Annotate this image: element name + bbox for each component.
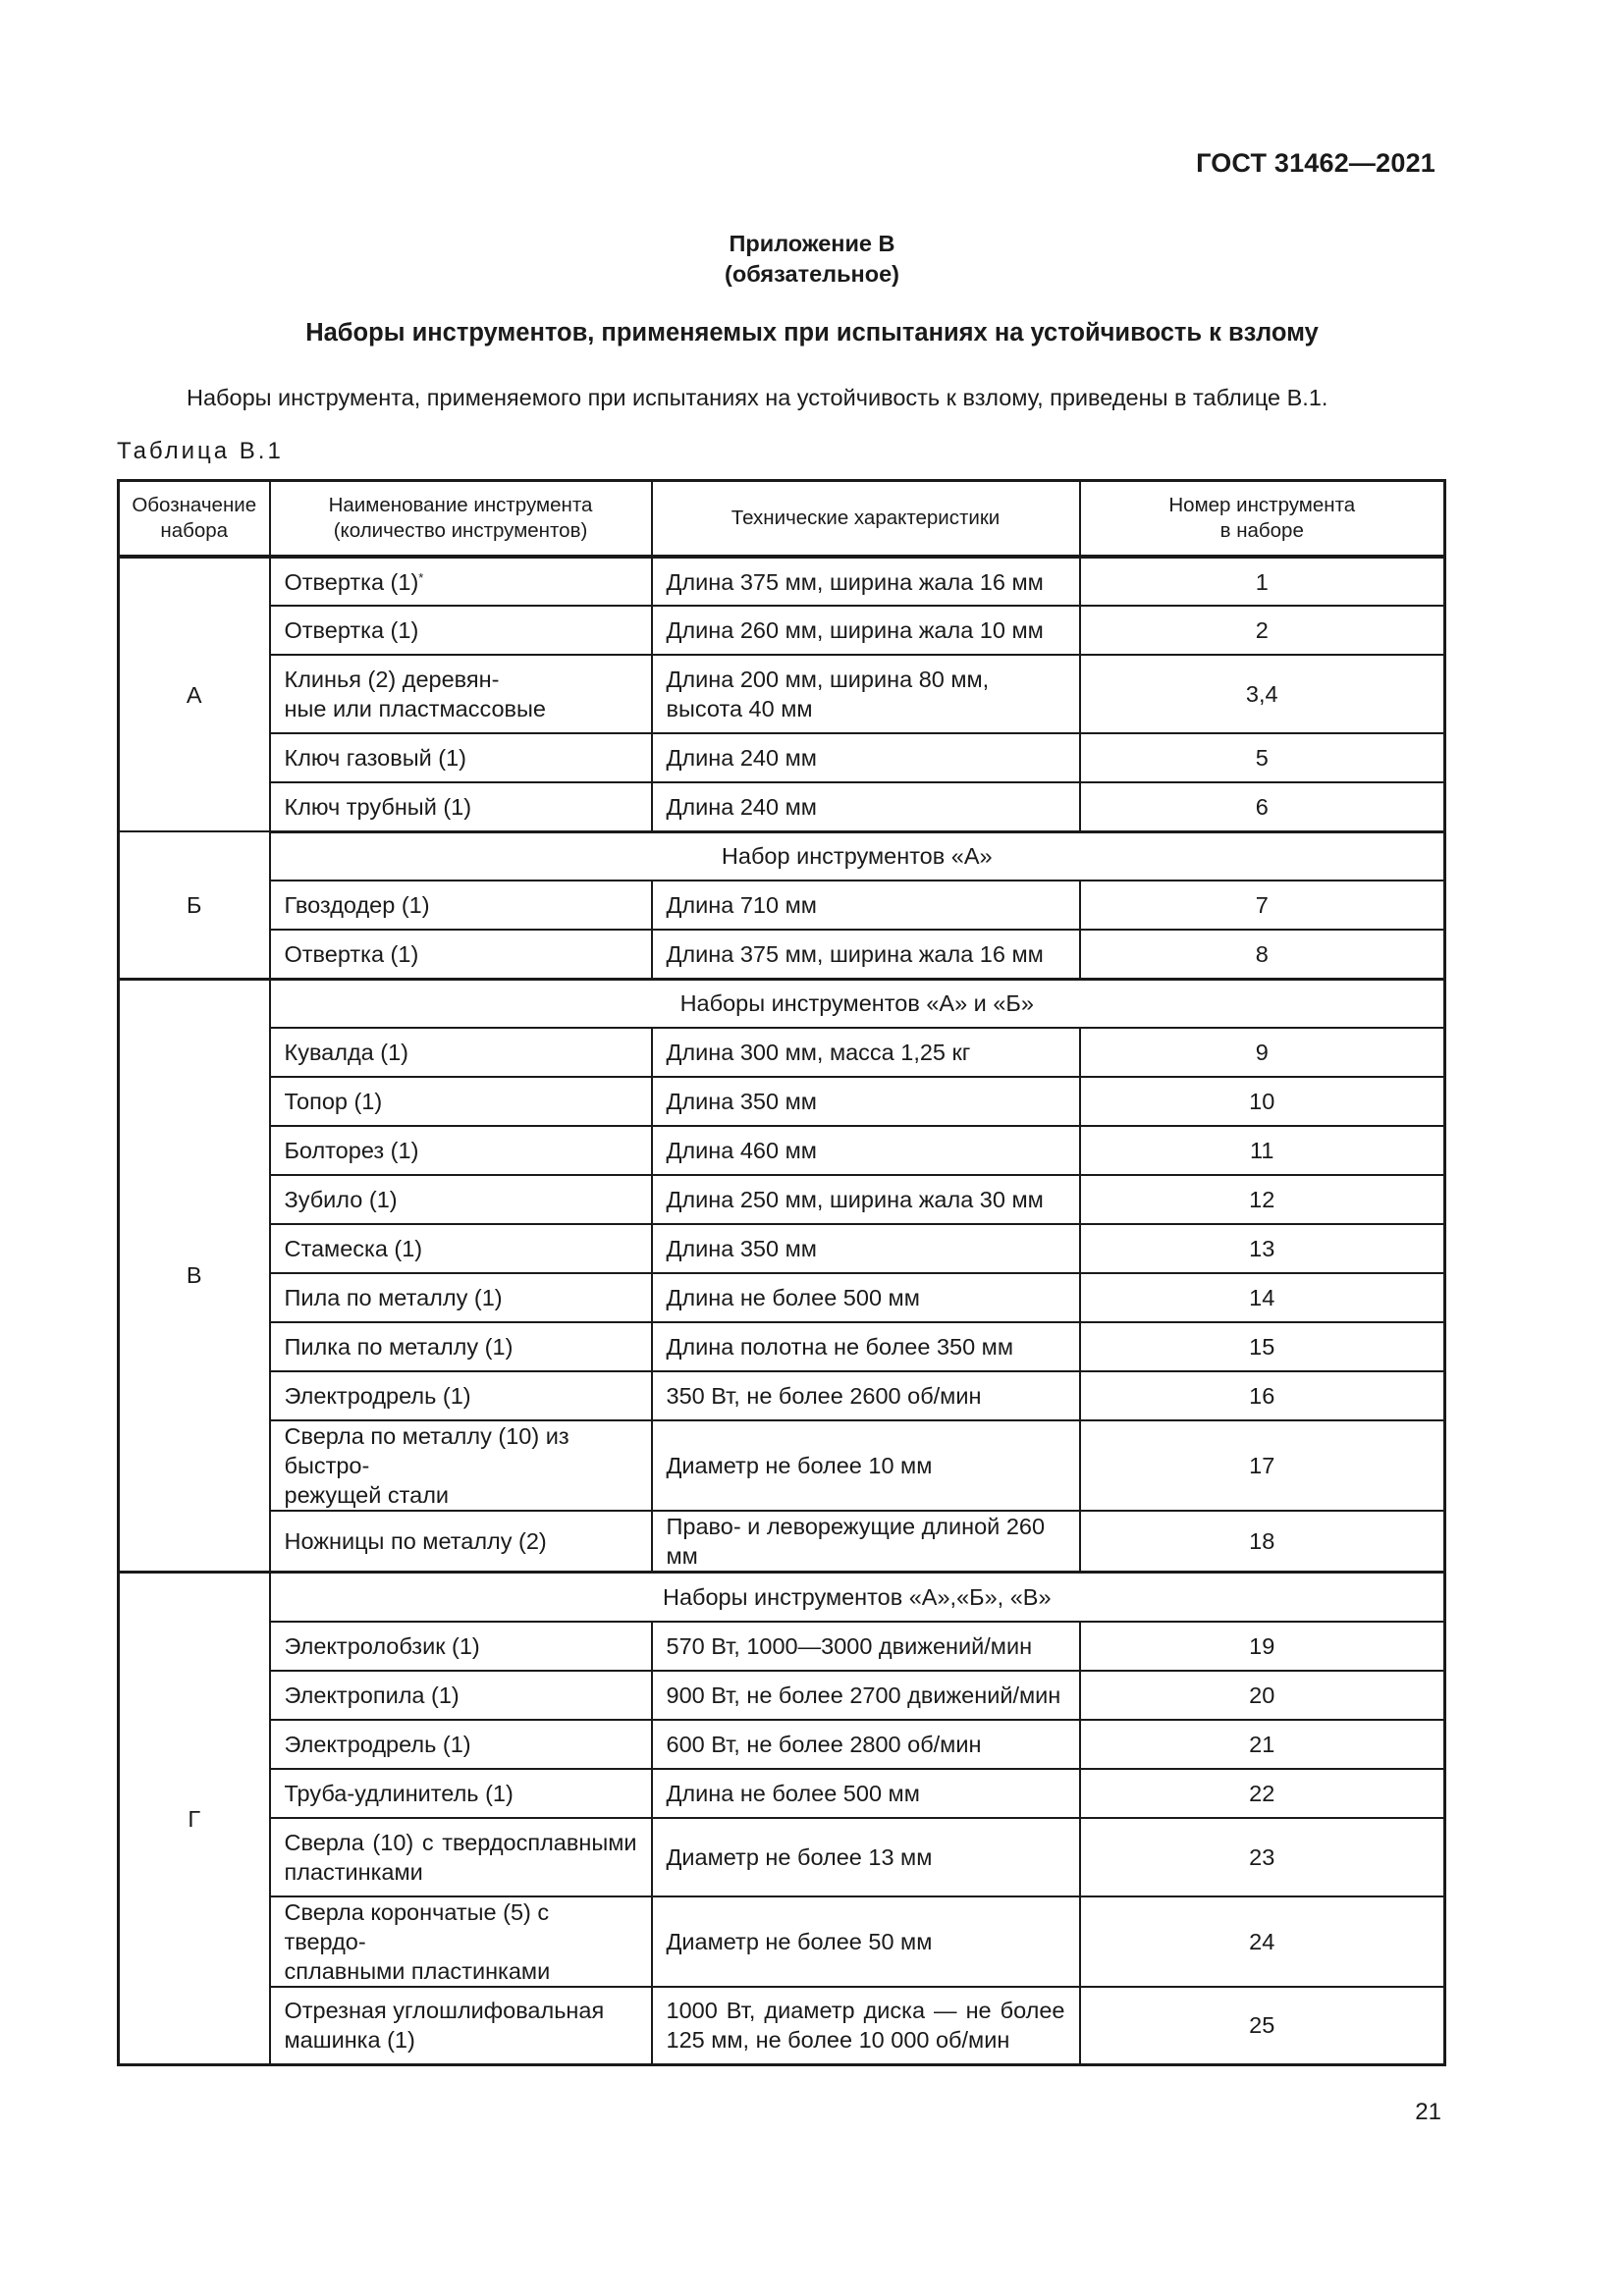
table-row [119,1224,1445,1273]
includes-row: Наборы инструментов «А»,«Б», «В» [270,1573,1445,1622]
header-number: Номер инструмента в наборе [1080,481,1445,558]
tool-name: Отвертка (1) [270,930,652,979]
tool-number: 21 [1080,1720,1445,1769]
table-row [119,881,1445,930]
tool-spec: Право- и леворежущие длиной 260 мм [652,1511,1080,1573]
header-name: Наименование инструмента (количество инструментов) [270,481,652,558]
tools-table-container [117,479,1443,2066]
tool-number: 1 [1080,557,1445,606]
tool-spec: 900 Вт, не более 2700 движений/мин [652,1671,1080,1720]
tool-name: Кувалда (1) [270,1028,652,1077]
tool-name: Отвертка (1) [270,606,652,655]
tool-name: Ключ газовый (1) [270,733,652,782]
table-row [119,733,1445,782]
table-row [119,1769,1445,1818]
table-row [119,930,1445,979]
table-row [119,1818,1445,1896]
tool-number: 23 [1080,1818,1445,1896]
appendix-title-block [0,229,1624,290]
tool-spec: Длина 710 мм [652,881,1080,930]
tool-number: 8 [1080,930,1445,979]
table-row [119,831,1445,881]
tool-spec: Длина не более 500 мм [652,1273,1080,1322]
tool-number: 20 [1080,1671,1445,1720]
table-row [119,1671,1445,1720]
intro-paragraph: Наборы инструмента, применяемого при испытаниях на устойчивость к взлому, приведены в таблице В.1. [187,385,1328,410]
table-row [119,1511,1445,1573]
table-row [119,1175,1445,1224]
tool-spec: Длина полотна не более 350 мм [652,1322,1080,1371]
table-row [119,1371,1445,1420]
tool-spec: Длина 240 мм [652,782,1080,831]
table-row [119,979,1445,1028]
set-label-v: В [119,979,270,1573]
table-row [119,1420,1445,1511]
tool-spec: 570 Вт, 1000—3000 движений/мин [652,1622,1080,1671]
tool-spec: Диаметр не более 50 мм [652,1896,1080,1987]
table-row [119,1077,1445,1126]
table-row [119,557,1445,606]
tool-spec: Диаметр не более 13 мм [652,1818,1080,1896]
header-spec: Технические характеристики [652,481,1080,558]
table-row [119,1896,1445,1987]
tool-number: 13 [1080,1224,1445,1273]
tool-spec: Длина 350 мм [652,1224,1080,1273]
tool-number: 11 [1080,1126,1445,1175]
appendix-status: (обязательное) [725,261,899,287]
table-row [119,1720,1445,1769]
tool-number: 15 [1080,1322,1445,1371]
table-row [119,1987,1445,2065]
footnote-mark: * [418,569,424,585]
table-row [119,655,1445,733]
tool-name: Электропила (1) [270,1671,652,1720]
tool-name: Ключ трубный (1) [270,782,652,831]
appendix-title: Приложение В [729,231,895,256]
tool-name: Сверла корончатые (5) с твердо- сплавными пластинками [270,1896,652,1987]
table-row [119,1126,1445,1175]
tool-name: Топор (1) [270,1077,652,1126]
tool-spec: Длина 200 мм, ширина 80 мм, высота 40 мм [652,655,1080,733]
set-label-b: Б [119,831,270,979]
tool-number: 6 [1080,782,1445,831]
table-row [119,1322,1445,1371]
tool-name: Сверла (10) с твердосплавными пластинками [270,1818,652,1896]
tool-spec: Длина 240 мм [652,733,1080,782]
tool-spec: Длина 260 мм, ширина жала 10 мм [652,606,1080,655]
tool-name: Пилка по металлу (1) [270,1322,652,1371]
tool-number: 10 [1080,1077,1445,1126]
tools-table [117,479,1446,2066]
tool-spec: Длина 375 мм, ширина жала 16 мм [652,557,1080,606]
tool-spec: Длина 460 мм [652,1126,1080,1175]
includes-row: Наборы инструментов «А» и «Б» [270,979,1445,1028]
table-header-row [119,481,1445,558]
tool-number: 2 [1080,606,1445,655]
tool-number: 19 [1080,1622,1445,1671]
tool-spec: Длина 375 мм, ширина жала 16 мм [652,930,1080,979]
tool-name: Электродрель (1) [270,1371,652,1420]
table-caption: Таблица В.1 [117,438,284,464]
tool-number: 3,4 [1080,655,1445,733]
tool-spec: 600 Вт, не более 2800 об/мин [652,1720,1080,1769]
tool-name: Электродрель (1) [270,1720,652,1769]
set-label-g: Г [119,1573,270,2065]
tool-number: 5 [1080,733,1445,782]
tool-number: 25 [1080,1987,1445,2065]
tool-name: Отрезная углошлифовальная машинка (1) [270,1987,652,2065]
tool-number: 7 [1080,881,1445,930]
includes-row: Набор инструментов «А» [270,831,1445,881]
section-heading: Наборы инструментов, применяемых при испытаниях на устойчивость к взлому [305,319,1319,347]
tool-number: 9 [1080,1028,1445,1077]
tool-number: 24 [1080,1896,1445,1987]
tool-spec: 350 Вт, не более 2600 об/мин [652,1371,1080,1420]
tool-name: Отвертка (1)* [270,557,652,606]
tool-name: Труба-удлинитель (1) [270,1769,652,1818]
tool-number: 17 [1080,1420,1445,1511]
tool-name: Электролобзик (1) [270,1622,652,1671]
tool-spec: Длина не более 500 мм [652,1769,1080,1818]
tool-name: Пила по металлу (1) [270,1273,652,1322]
tool-number: 14 [1080,1273,1445,1322]
tool-name: Гвоздодер (1) [270,881,652,930]
table-row [119,606,1445,655]
header-set: Обозначение набора [119,481,270,558]
tool-number: 18 [1080,1511,1445,1573]
set-label-a: А [119,557,270,831]
table-row [119,1028,1445,1077]
tool-name: Болторез (1) [270,1126,652,1175]
tool-spec: Длина 350 мм [652,1077,1080,1126]
table-row [119,1273,1445,1322]
tool-spec: 1000 Вт, диаметр диска — не более 125 мм, не более 10 000 об/мин [652,1987,1080,2065]
tool-spec: Диаметр не более 10 мм [652,1420,1080,1511]
tool-name: Сверла по металлу (10) из быстро- режущей стали [270,1420,652,1511]
table-row [119,782,1445,831]
tool-spec: Длина 250 мм, ширина жала 30 мм [652,1175,1080,1224]
table-row [119,1622,1445,1671]
tool-name: Зубило (1) [270,1175,652,1224]
tool-number: 16 [1080,1371,1445,1420]
tool-spec: Длина 300 мм, масса 1,25 кг [652,1028,1080,1077]
page-number: 21 [1415,2099,1441,2125]
tool-name: Клинья (2) деревян- ные или пластмассовые [270,655,652,733]
tool-name: Ножницы по металлу (2) [270,1511,652,1573]
tool-name: Стамеска (1) [270,1224,652,1273]
standard-number: ГОСТ 31462—2021 [1196,148,1435,178]
tool-number: 22 [1080,1769,1445,1818]
table-row [119,1573,1445,1622]
tool-number: 12 [1080,1175,1445,1224]
